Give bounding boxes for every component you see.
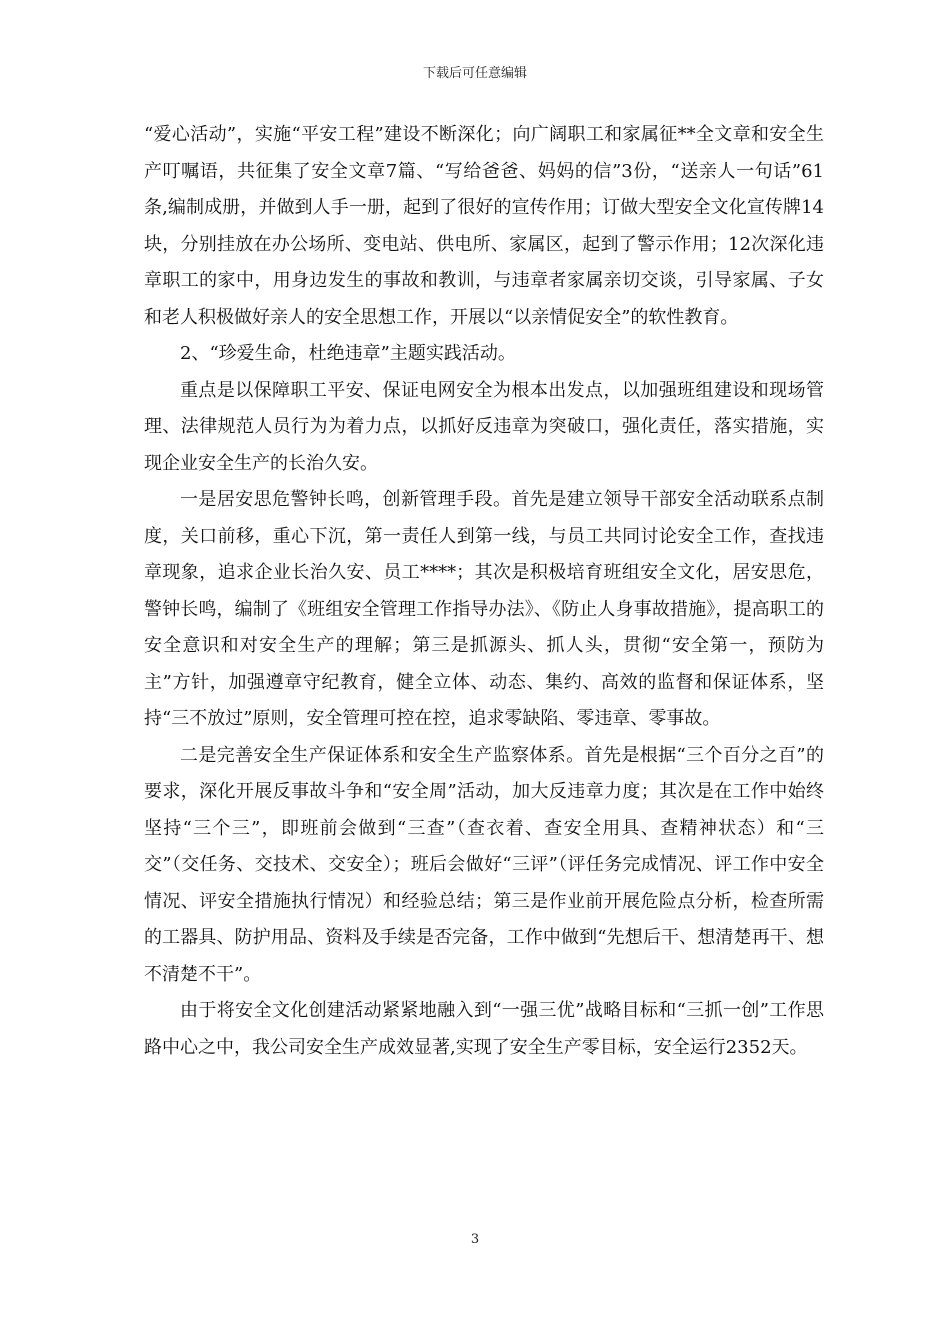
paragraph-3: 重点是以保障职工平安、保证电网安全为根本出发点，以加强班组建设和现场管理、法律规范人员行为为着力点，以抓好反违章为突破口，强化责任，落实措施，实现企业安全生产的长治久安。 bbox=[144, 379, 824, 474]
paragraph-1: “爱心活动”，实施“平安工程”建设不断深化；向广阔职工和家属征**全文章和安全生产叮嘱语，共征集了安全文章7篇、“写给爸爸、妈妈的信”3份，“送亲人一句话”61条,编制成册，并做到人手一册，起到了很好的宣传作用；订做大型安全文化宣传牌14块，分别挂放在办公场所、变电站、供电所、家属区，起到了警示作用；12次深化违章职工的家中，用身边发生的事故和教训，与违章者家属亲切交谈，引导家属、子女和老人积极做好亲人的安全思想工作，开展以“以亲情促安全”的软性教育。 bbox=[144, 124, 824, 328]
paragraph-6: 由于将安全文化创建活动紧紧地融入到“一强三优”战略目标和“三抓一创”工作思路中心之中，我公司安全生产成效显著,实现了安全生产零目标，安全运行2352天。 bbox=[144, 1000, 824, 1058]
paragraph-4: 一是居安思危警钟长鸣，创新管理手段。首先是建立领导干部安全活动联系点制度，关口前移，重心下沉，第一责任人到第一线，与员工共同讨论安全工作，查找违章现象，追求企业长治久安、员工****；其次是积极培育班组安全文化，居安思危，警钟长鸣，编制了《班组安全管理工作指导办法》、《防止人身事故措施》，提高职工的安全意识和对安全生产的理解；第三是抓源头、抓人头，贯彻“安全第一，预防为主”方针，加强遵章守纪教育，健全立体、动态、集约、高效的监督和保证体系，坚持“三不放过”原则，安全管理可控在控，追求零缺陷、零违章、零事故。 bbox=[144, 489, 824, 729]
page-header: 下载后可任意编辑 bbox=[422, 66, 527, 81]
page-number: 3 bbox=[470, 1232, 480, 1247]
paragraph-2: 2、“珍爱生命，杜绝违章”主题实践活动。 bbox=[180, 343, 516, 364]
document-body bbox=[144, 117, 824, 1066]
paragraph-5: 二是完善安全生产保证体系和安全生产监察体系。首先是根据“三个百分之百”的要求，深化开展反事故斗争和“安全周”活动，加大反违章力度；其次是在工作中始终坚持“三个三”，即班前会做到“三查”（查衣着、查安全用具、查精神状态）和“三交”（交任务、交技术、交安全）；班后会做好“三评”（评任务完成情况、评工作中安全情况、评安全措施执行情况）和经验总结；第三是作业前开展危险点分析，检查所需的工器具、防护用品、资料及手续是否完备，工作中做到“先想后干、想清楚再干、想不清楚不干”。 bbox=[144, 744, 824, 985]
